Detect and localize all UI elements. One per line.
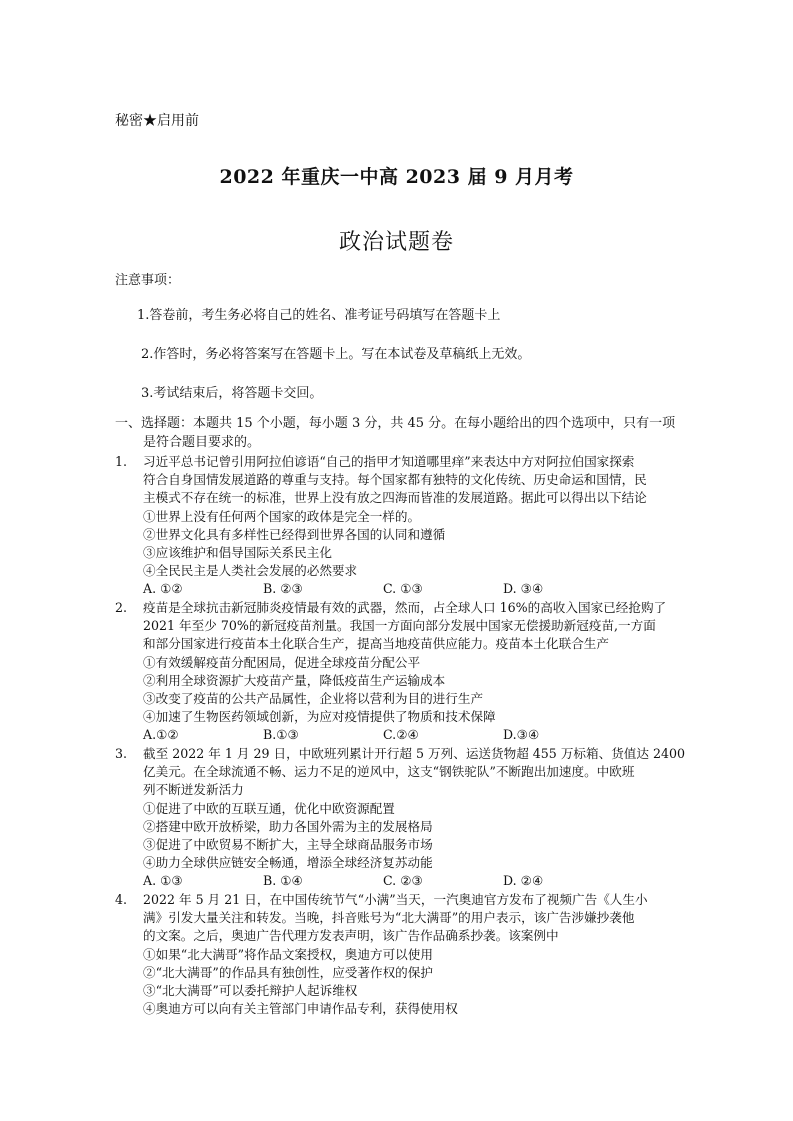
answer-options [143,872,623,890]
section-heading [115,414,735,452]
note-item-1: 1.答卷前，考生务必将自己的姓名、准考证号码填写在答题卡上 [137,308,501,323]
exam-subtitle: 政治试题卷 [338,230,454,255]
question-number: 3. [115,746,128,761]
statement-item: ②世界文化具有多样性已经得到世界各国的认同和遵循 [143,526,446,542]
statement-item: ①如果“北大满哥”将作品文案授权，奥迪方可以使用 [143,946,433,962]
statement-item: ③应该维护和倡导国际关系民主化 [143,545,332,561]
option-b: B. ②③ [263,581,303,597]
note-item-3: 3.考试结束后，将答题卡交回。 [141,386,323,401]
question-4 [115,891,735,1018]
answer-options [143,726,623,744]
section-line-1: 一、选择题：本题共 15 个小题，每小题 3 分，共 45 分。在每小题给出的四个选项中，只有一项 [115,416,676,431]
question-3 [115,745,735,891]
option-c: C. ②③ [383,873,423,889]
statement-item: ②搭建中欧开放桥梁，助力各国外需为主的发展格局 [143,818,433,834]
question-stem-line: 截至 2022 年 1 月 29 日，中欧班列累计开行超 5 万列、运送货物超 455 万标箱、货值达 2400 [143,746,686,761]
option-c: C.②④ [383,727,419,743]
statement-item: ①世界上没有任何两个国家的政体是完全一样的。 [143,508,421,524]
exam-title: 2022 年重庆一中高 2023 届 9 月月考 [219,166,574,188]
answer-options [143,580,623,598]
option-d: D. ②④ [503,873,544,889]
section-line-2: 是符合题目要求的。 [143,435,261,450]
note-item-2: 2.作答时，务必将答案写在答题卡上。写在本试卷及草稿纸上无效。 [141,347,531,362]
question-stem-line: 2021 年至少 70%的新冠疫苗剂量。我国一方面向部分发展中国家无偿援助新冠疫苗,一方面 [143,618,656,634]
option-a: A. ①② [143,581,183,597]
option-b: B.①③ [263,727,299,743]
question-stem-line: 亿美元。在全球流通不畅、运力不足的逆风中，这支“钢铁驼队”不断跑出加速度。中欧班 [143,764,635,780]
option-d: D.③④ [503,727,540,743]
question-number: 2. [115,600,128,615]
statement-item: ④全民民主是人类社会发展的必然要求 [143,563,358,579]
statement-item: ②“北大满哥”的作品具有独创性，应受著作权的保护 [143,964,433,980]
question-number: 1. [115,454,128,469]
option-d: D. ③④ [503,581,544,597]
statement-item: ③促进了中欧贸易不断扩大，主导全球商品服务市场 [143,837,433,853]
statement-item: ④加速了生物医药领域创新，为应对疫情提供了物质和技术保障 [143,709,496,725]
question-stem-line: 习近平总书记曾引用阿拉伯谚语“自己的指甲才知道哪里痒”来表达中方对阿拉伯国家探索 [143,454,635,469]
statement-item: ②利用全球资源扩大疫苗产量，降低疫苗生产运输成本 [143,672,446,688]
question-stem-line: 主模式不存在统一的标准，世界上没有放之四海而皆准的发展道路。据此可以得出以下结论 [143,490,647,506]
option-c: C. ①③ [383,581,423,597]
statement-item: ④助力全球供应链安全畅通，增添全球经济复苏动能 [143,855,433,871]
statement-item: ③“北大满哥”可以委托辩护人起诉维权 [143,983,358,999]
question-1 [115,453,735,599]
statement-item: ④奥迪方可以向有关主管部门申请作品专利，获得使用权 [143,1001,458,1017]
option-a: A.①② [143,727,179,743]
question-number: 4. [115,892,128,907]
question-stem-line: 列不断迸发新活力 [143,782,244,798]
question-stem-line: 和部分国家进行疫苗本土化联合生产，提高当地疫苗供应能力。疫苗本土化联合生产 [143,636,609,652]
question-2 [115,599,735,745]
question-stem-line: 符合自身国情发展道路的尊重与支持。每个国家都有独特的文化传统、历史命运和国情，民 [143,472,647,488]
question-stem-line: 2022 年 5 月 21 日，在中国传统节气“小满”当天，一汽奥迪官方发布了视频广告《人生小 [143,892,648,907]
confidential-label: 秘密★启用前 [115,113,199,129]
statement-item: ①有效缓解疫苗分配困局，促进全球疫苗分配公平 [143,654,421,670]
question-stem-line: 满》引发大量关注和转发。当晚，抖音账号为“北大满哥”的用户表示，该广告涉嫌抄袭他 [143,910,635,926]
option-a: A. ①③ [143,873,183,889]
notes-heading: 注意事项： [115,273,181,288]
question-stem-line: 疫苗是全球抗击新冠肺炎疫情最有效的武器，然而，占全球人口 16%的高收入国家已经抢购了 [143,600,667,615]
statement-item: ①促进了中欧的互联互通，优化中欧资源配置 [143,800,395,816]
statement-item: ③改变了疫苗的公共产品属性，企业将以营利为目的进行生产 [143,691,484,707]
question-stem-line: 的文案。之后，奥迪广告代理方发表声明，该广告作品确系抄袭。该案例中 [143,928,559,944]
option-b: B. ①④ [263,873,303,889]
